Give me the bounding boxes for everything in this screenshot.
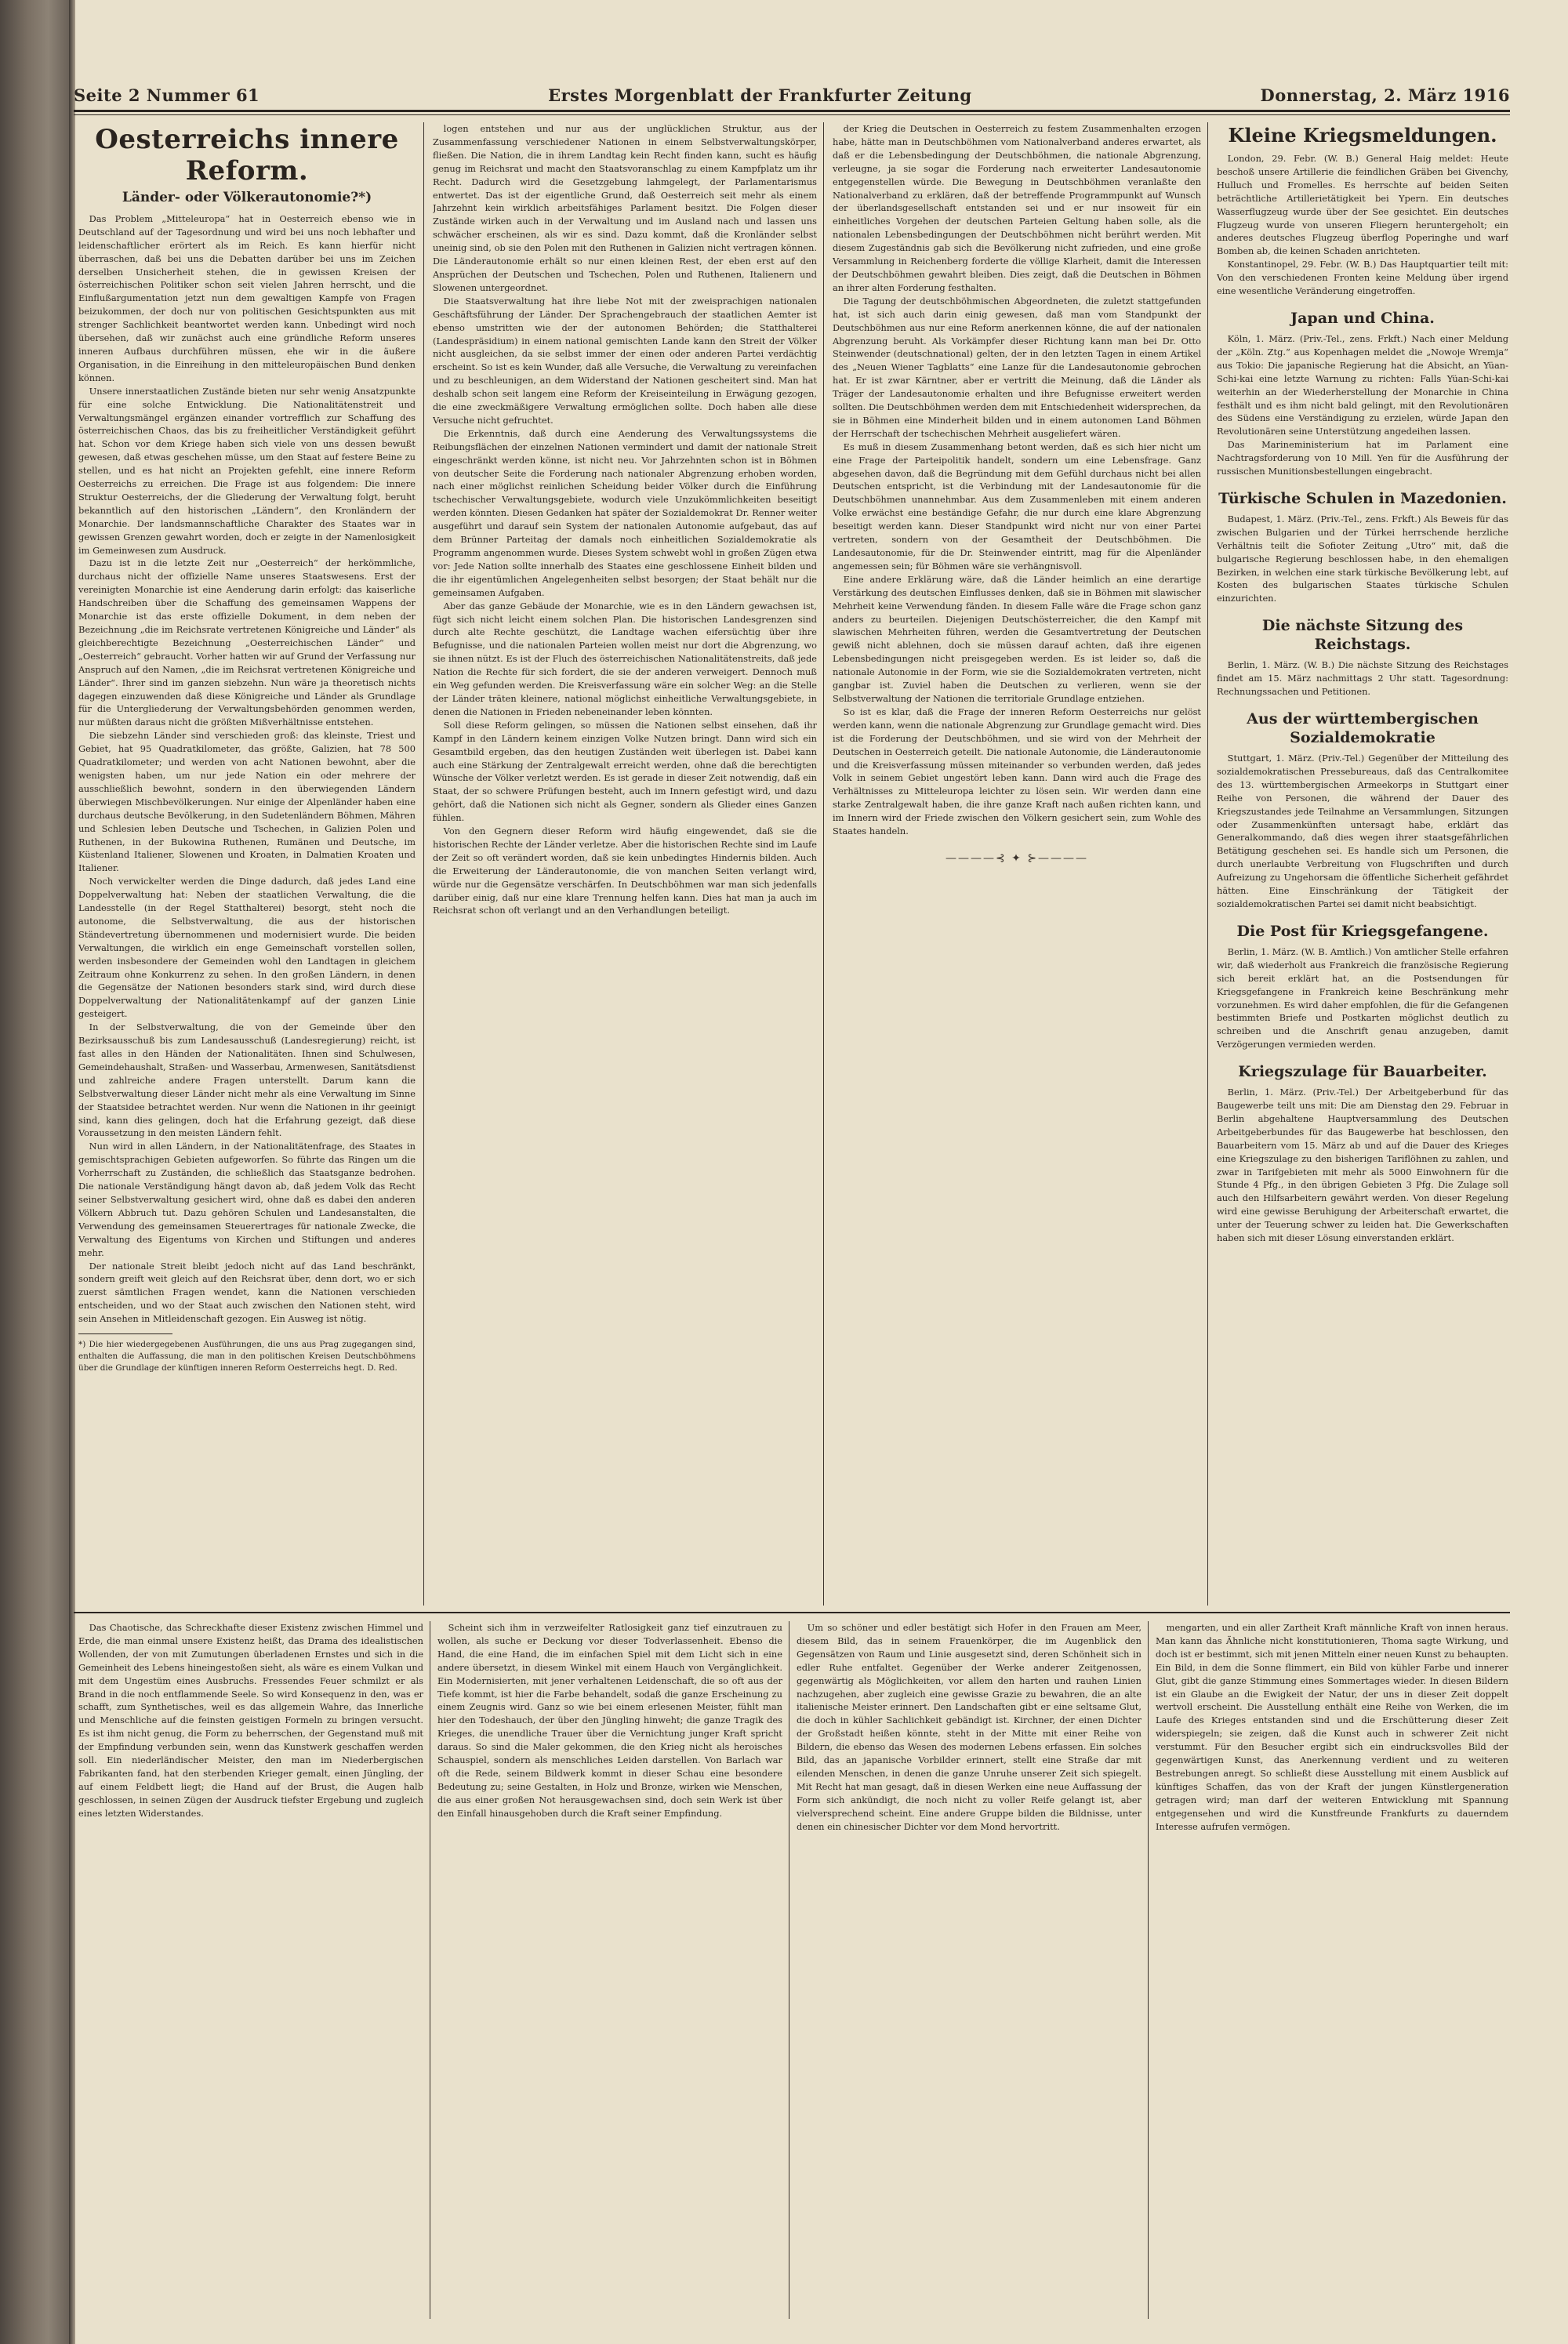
news-item: Berlin, 1. März. (W. B. Amtlich.) Von amtlicher Stelle erfahren wir, daß wiederholt aus Frankreich die französische Regierung sich bereit erklärt hat, an die Postsendungen für Kriegsgefangene in Frankreich keine Beschränkung mehr vorzunehmen. Es wird daher empfohlen, die für die Gefangenen bestimmten Briefe und Postkarten möglichst deutlich zu schreiben und die Anschrift genau anzugeben, damit Verzögerungen vermieden werden. — [1217, 945, 1508, 1050]
news-item: Das Marineministerium hat im Parlament eine Nachtragsforderung von 10 Mill. Yen für die Ausführung der russischen Munitionsbestellungen eingebracht. — [1217, 439, 1508, 477]
column-rule — [823, 122, 824, 1606]
article-paragraph: Soll diese Reform gelingen, so müssen die Nationen selbst einsehen, daß ihr Kampf in den Ländern keinem einzigen Volke Nutzen bringt. Dann wird sich ein Gesamtbild ergeben, das den heutigen Zuständen weit überlegen ist. Dabei kann auch eine Stärkung der Zentralgewalt erreicht werden, ohne daß die berechtigten Wünsche der Völker verletzt werden. Es ist gerade in dieser Zeit notwendig, daß ein Staat, der so schwere Prüfungen besteht, auch im Innern gefestigt wird, und dazu gehört, daß die Nationen sich nicht als Gegner, sondern als Glieder eines Ganzen fühlen. — [433, 719, 817, 824]
end-flourish: ————⊰ ✦ ⊱———— — [945, 851, 1089, 865]
article-paragraph: Eine andere Erklärung wäre, daß die Länder heimlich an eine derartige Verstärkung des deutschen Einflusses denken, daß sie in Böhmen mit slawischer Mehrheit keine Verwendung fänden. In diesem Falle wäre die Frage schon ganz anders zu beurteilen. Diejenigen Deutschösterreicher, die den Kampf mit slawischen Mehrheiten führen, werden die Gesamtvertretung der Deutschen gewiß nicht ablehnen, doch sie müssen darauf achten, daß ihre eigenen Lebensbedingungen nicht preisgegeben werden. Es ist leider so, daß die nationale Autonomie in der Form, wie sie die Sozialdemokraten vertreten, nicht gangbar ist. Zuviel haben die Deutschen zu verlieren, wenn sie der Selbstverwaltung der Nationen die territoriale Grundlage entziehen. — [833, 573, 1201, 704]
feuilleton-text: mengarten, und ein aller Zartheit Kraft männliche Kraft von innen heraus. Man kann das Ähnliche nicht konstitutionieren, Thoma sagte Wirkung, und doch ist er bestimmt, sich mit jenen Mitteln einer neuen Kunst zu behaupten. Ein Bild, in dem die Sonne flimmert, ein Bild von kühler Farbe und innerer Glut, gibt die ganze Stimmung eines Sommertages wieder. In diesen Bildern ist ein Glaube an die Ewigkeit der Natur, der uns in dieser Zeit doppelt wertvoll erscheint. Die Ausstellung enthält eine Reihe von Werken, die im Laufe des Krieges entstanden sind und die Erschütterung dieser Zeit widerspiegeln; sie zeigen, daß die Kunst auch in schwerer Zeit nicht verstummt. Für den Besucher ergibt sich ein eindrucksvolles Bild der gegenwärtigen Kunst, das Anerkennung verdient und zu weiteren Bestrebungen anregt. So schließt diese Ausstellung mit einem Ausblick auf künftiges Schaffen, das von der Kraft der jungen Künstlergeneration getragen wird; man darf der weiteren Entwicklung mit Spannung entgegensehen und wird die Kunstfreunde Frankfurts zu dauerndem Interesse aufrufen vermögen. — [1156, 1622, 1508, 1832]
footnote-mark: *) — [78, 1340, 86, 1350]
feuilleton-rule — [74, 1612, 1510, 1613]
article-paragraph: Die Staatsverwaltung hat ihre liebe Not mit der zweisprachigen nationalen Geschäftsführung der Länder. Der Sprachengebrauch der staatlichen Aemter ist ebenso umstritten wie der der autonomen Behörden; die Statthalterei (Landespräsidium) in einem national gemischten Lande kann den Streit der Völker nicht ausgleichen, da sie selbst immer der einen oder anderen Partei verdächtig erscheint. So ist es kein Wunder, daß alle Versuche, die Verwaltung zu vereinfachen und zu beschleunigen, an dem Widerstand der Nationen gescheitert sind. Man hat deshalb schon seit langem eine Reform der Kreiseinteilung in Erwägung gezogen, die eine zweckmäßigere Verwaltung ermöglichen sollte. Doch haben alle diese Versuche nicht gefruchtet. — [433, 295, 817, 426]
section-heading: Die Post für Kriegsgefangene. — [1236, 922, 1489, 940]
section-heading: Aus der württembergischen Sozialdemokratie — [1247, 710, 1479, 746]
masthead-rule-thin — [74, 114, 1510, 115]
feuilleton-column-3 — [797, 1621, 1142, 2327]
masthead — [74, 78, 1510, 105]
feuilleton-column-4 — [1156, 1621, 1508, 2327]
column-rule — [1207, 122, 1208, 1606]
article-paragraph: logen entstehen und nur aus der unglücklichen Struktur, aus der Zusammenfassung verschiedener Nationen in einem Selbstverwaltungskörper, fließen. Die Nation, die in ihrem Landtag kein Recht finden kann, sucht es häufig genug im Reichsrat und macht den Staatsvoranschlag zu einem Kampfplatz um ihr Recht. Dadurch wird die Gesetzgebung lahmgelegt, der Parlamentarismus entwertet. Das ist der eigentliche Grund, daß Oesterreich seit mehr als einem Jahrzehnt kein wirklich arbeitsfähiges Parlament besitzt. Die Folgen dieser Zustände wirken auch in der Verwaltung und im Ausland nach und lassen uns schwächer erscheinen, als wir es sind. Dazu kommt, daß die Kronländer selbst uneinig sind, ob sie den Polen mit den Ruthenen in Galizien nicht vertragen können. Die Länderautonomie erhält so nur einen kleinen Rest, der eben erst auf den Ansprüchen der Deutschen und Tschechen, Polen und Ruthenen, Italienern und Slowenen untergeordnet. — [433, 123, 817, 293]
article-paragraph: Der nationale Streit bleibt jedoch nicht auf das Land beschränkt, sondern greift weit gleich auf den Reichsrat über, denn dort, wo er sich zuerst sämtlichen Fragen wendet, kann die Nationen verschieden entscheiden, und wo der Staat auch zwischen den Nationen steht, wird sein Ansehen in Mitleidenschaft gezogen. Ein Ausweg ist nötig. — [78, 1260, 416, 1325]
section-heading: Kriegszulage für Bauarbeiter. — [1238, 1063, 1487, 1081]
article-subtitle: Länder- oder Völkerautonomie?*) — [122, 190, 372, 205]
issue-date: Donnerstag, 2. März 1916 — [1260, 85, 1510, 105]
feuilleton-text: Um so schöner und edler bestätigt sich Hofer in den Frauen am Meer, diesem Bild, das in seinem Frauenkörper, die im Augenblick den Gegensätzen von Raum und Linie ausgesetzt sind, deren Schönheit sich in edler Ruhe entfaltet. Gegenüber der Werke anderer Zeitgenossen, gegenwärtig als Möglichkeiten, vor allem den harten und rauhen Linien nachzugehen, aber zugleich eine gewisse Grazie zu bewahren, die an alte italienische Meister erinnert. Den Landschaften gibt er eine seltsame Glut, die doch in kühler Sachlichkeit gebändigt ist. Kirchner, der einen Dichter der Großstadt heißen könnte, steht in der Mitte mit einer Reihe von Bildern, die ebenso das Wesen des modernen Lebens erfassen. Ein solches Bild, das an japanische Vorbilder erinnert, stellt eine Straße dar mit eilenden Menschen, in denen die ganze Unruhe unserer Zeit sich spiegelt. Mit Recht hat man gesagt, daß in diesen Werken eine neue Auffassung der Form sich ankündigt, die noch nicht zu voller Reife gelangt ist, aber vielversprechend scheint. Eine andere Gruppe bilden die Bildnisse, unter denen ein chinesischer Dichter vor dem Mond hervortritt. — [797, 1622, 1142, 1832]
feuilleton-text: Scheint sich ihm in verzweifelter Ratlosigkeit ganz tief einzutrauen zu wollen, als suche er Deckung vor dieser Todverlassenheit. Ebenso die Hand, die eine Hand, die im einfachen Spiel mit dem Licht sich in eine andere übersetzt, in diesem Winkel mit einem Hauch von Vergänglichkeit. Ein Modernisierten, mit jener verhaltenen Leidenschaft, die so oft aus der Tiefe kommt, ist hier die Farbe behandelt, sodaß die ganze Erscheinung zu einem Zeugnis wird. Ganz so wie bei einem erlesenen Meister, fühlt man hier den Todeshauch, der über den Jüngling hinweht; die ganze Tragik des Krieges, die unendliche Trauer über die Vernichtung junger Kraft spricht daraus. So sind die Maler gekommen, die den Krieg nicht als heroisches Schauspiel, sondern als menschliches Leiden darstellen. Von Barlach war oft die Rede, seinem Bildwerk kommt in dieser Schau eine besondere Bedeutung zu; seine Gestalten, in Holz und Bronze, wirken wie Menschen, die aus einer großen Not herausgewachsen sind, doch sein Werk ist über den Einfall hinausgehoben durch die Kraft seiner Empfindung. — [437, 1622, 782, 1819]
article-paragraph: Die siebzehn Länder sind verschieden groß: das kleinste, Triest und Gebiet, hat 95 Quadratkilometer, das größte, Galizien, hat 78 500 Quadratkilometer; und werden von acht Nationen bewohnt, aber die wenigsten haben, um nur jede Nation ein oder mehrere der ausschließlich bewohnt, sondern in den überwiegenden Ländern überwiegen Mischbevölkerungen. Nur einige der Alpenländer haben eine durchaus deutsche Bevölkerung, in den Sudetenländern Böhmen, Mähren und Schlesien leben Deutsche und Tschechen, in Galizien Polen und Ruthenen, in der Bukowina Ruthenen, Rumänen und Deutsche, im Küstenland Italiener, Slowenen und Kroaten, in Dalmatien Kroaten und Italiener. — [78, 730, 416, 874]
article-paragraph: Das Problem „Mitteleuropa“ hat in Oesterreich ebenso wie in Deutschland auf der Tagesordnung und wird bei uns noch lebhafter und leidenschaftlicher erörtert als im Reich. Es kann hierfür nicht überraschen, daß bei uns die Debatten darüber bei uns im Zeichen derselben Unsicherheit stehen, die in gewissen Kreisen der österreichischen Politiker schon seit vielen Jahren herrscht, und die Einflußargumentation jetzt nun dem gewaltigen Kampfe von Fragen beizukommen, der doch nur von politischen Gesichtspunkten aus mit strenger Sachlichkeit beantwortet werden kann. Unbedingt wird noch übersehen, daß wir zunächst auch eine gründliche Reform unseres inneren Aufbaus durchführen müssen, ehe wir in die äußere Organisation, in die Einreihung in den mitteleuropäischen Bund denken können. — [78, 212, 416, 383]
article-paragraph: Von den Gegnern dieser Reform wird häufig eingewendet, daß sie die historischen Rechte der Länder verletze. Aber die historischen Rechte sind im Laufe der Zeit so oft verändert worden, daß sie kein unbedingtes Hindernis bilden. Auch die Erweiterung der Länderautonomie, die von manchen Seiten verlangt wird, würde nur die Gegensätze verschärfen. In Deutschböhmen war man sich jedenfalls darüber einig, daß nur eine klare Trennung helfen kann. Dies hat man ja auch im Reichsrat schon oft verlangt und an den Verhandlungen beteiligt. — [433, 825, 817, 916]
news-item: Köln, 1. März. (Priv.-Tel., zens. Frkft.) Nach einer Meldung der „Köln. Ztg.“ aus Kopenhagen meldet die „Nowoje Wremja“ aus Tokio: Die japanische Regierung hat die Absicht, an Yüan-Schi-kai eine letzte Warnung zu richten: Falls Yüan-Schi-kai weiterhin an der Wiederherstellung der Monarchie in China festhält und es ihm nicht bald gelingt, mit den Revolutionären des Südens eine Verständigung zu erzielen, würde Japan den Revolutionären seine Unterstützung angedeihen lassen. — [1217, 332, 1508, 437]
article-paragraph: Unsere innerstaatlichen Zustände bieten nur sehr wenig Ansatzpunkte für eine solche Entwicklung. Die Nationalitätenstreit und Verwaltungsmängel ergänzen einander vortrefflich zur Schaffung des österreichischen Chaos, das bis zu freiheitlicher Verständigkeit geführt hat. Schon vor dem Kriege haben sich viele von uns dessen bewußt gewesen, daß etwas geschehen müsse, um den Staat auf festere Beine zu stellen, und es hat nicht an Projekten gefehlt, eine innere Reform Oesterreichs zu erreichen. Die Frage ist aus folgendem: Die innere Struktur Oesterreichs, der die Gliederung der Verwaltung folgt, beruht bekanntlich auf den historischen „Ländern“, den Kronländern der Monarchie. Der landsmannschaftliche Charakter des Staates war in gewissen Grenzen gewahrt worden, doch er zeigte in der Namenlosigkeit im Gemeinwesen zum Ausdruck. — [78, 385, 416, 556]
footnote — [78, 1339, 416, 1374]
feuilleton-column-2 — [437, 1621, 782, 2327]
article-paragraph: Aber das ganze Gebäude der Monarchie, wie es in den Ländern gewachsen ist, fügt sich nicht leicht einem solchen Plan. Die historischen Landesgrenzen sind durch alte Rechte geschützt, die Landtage wachen eifersüchtig über ihre Befugnisse, und die nationalen Parteien wollen meist nur dort die Abgrenzung, wo sie ihnen nützt. Es ist der Fluch des österreichischen Nationalitätenstreits, daß jede Nation die Rechte für sich fordert, die sie der anderen verweigert. Dennoch muß ein Weg gefunden werden. Die Kreisverfassung wäre ein solcher Weg: an die Stelle der Länder träten kleinere, national möglichst einheitliche Verwaltungsgebiete, in denen die Nationen in Frieden nebeneinander leben könnten. — [433, 600, 817, 717]
feuilleton-column-1 — [78, 1621, 423, 2327]
page-number: Seite 2 Nummer 61 — [74, 85, 260, 105]
article-paragraph: Nun wird in allen Ländern, in der Nationalitätenfrage, des Staates in gemischtsprachigen Gebieten aufgeworfen. So führte das Ringen um die Vorherrschaft zu Zuständen, die schließlich das Staatsganze bedrohen. Die nationale Verständigung hängt davon ab, daß jedem Volk das Recht seiner Selbstverwaltung gesichert wird, ohne daß es dabei den anderen Völkern Abbruch tut. Dazu gehören Schulen und Landesanstalten, die Verwendung des gemeinsamen Steuerertrages für nationale Zwecke, die Verwaltung des Eigentums von Kirchen und Stiftungen und anderes mehr. — [78, 1141, 416, 1258]
news-item: Stuttgart, 1. März. (Priv.-Tel.) Gegenüber der Mitteilung des sozialdemokratischen Pressebureaus, daß das Centralkomitee des 13. württembergischen Armeekorps in Stuttgart einer Reihe von Personen, die während der Dauer des Kriegszustandes jede Teilnahme an Versammlungen, Sitzungen oder Zusammenkünften untersagt habe, erklärt das Generalkommando, daß dies wegen ihrer staatsgefährlichen Betätigung geschehen sei. Es handle sich um Personen, die durch unerlaubte Verbreitung von Flugschriften und durch Aufreizung zu Ungehorsam die öffentliche Sicherheit gefährdet hätten. Eine Einschränkung der Tätigkeit der sozialdemokratischen Partei sei damit nicht beabsichtigt. — [1217, 753, 1508, 909]
footnote-rule — [78, 1333, 172, 1334]
article-paragraph: Es muß in diesem Zusammenhang betont werden, daß es sich hier nicht um eine Frage der Parteipolitik handelt, sondern um eine Lebensfrage. Ganz abgesehen davon, daß die Begründung mit dem Gefühl durchaus nicht bei allen Deutschen entspricht, ist die Verbindung mit der Landesautonomie für die Deutschböhmen unannehmbar. Aus dem Zusammenleben mit einem anderen Volke erwächst eine beständige Gefahr, die nur durch eine klare Abgrenzung beseitigt werden kann. Dieser Standpunkt wird nicht nur von einer Partei vertreten, sondern von der Gesamtheit der Deutschböhmen. Die Landesautonomie, für die Dr. Steinwender eintritt, mag für die Alpenländer angemessen sein; für Böhmen wäre sie verhängnisvoll. — [833, 441, 1201, 571]
article-paragraph: Die Erkenntnis, daß durch eine Aenderung des Verwaltungssystems die Reibungsflächen der einzelnen Nationen vermindert und damit der nationale Streit eingeschränkt werden könne, ist nicht neu. Vor Jahrzehnten schon ist in Böhmen von deutscher Seite die Forderung nach nationaler Abgrenzung erhoben worden, nach einer möglichst reinlichen Scheidung beider Völker durch die Einführung tschechischer Verwaltungsgebiete, wodurch viele Unzukömmlichkeiten beseitigt werden könnten. Diesen Gedanken hat später der Sozialdemokrat Dr. Renner weiter ausgeführt und darauf sein System der nationalen Autonomie aufgebaut, das auf dem Brünner Parteitag der damals noch einheitlichen Sozialdemokratie als Programm angenommen wurde. Dieses System schwebt wohl in großen Zügen etwa vor: Jede Nation sollte innerhalb des Staates eine geschlossene Einheit bilden und die ihr eigentümlichen Angelegenheiten selbst besorgen; der Staat behält nur die gemeinsamen Aufgaben. — [433, 427, 817, 598]
news-item: Berlin, 1. März. (W. B.) Die nächste Sitzung des Reichstages findet am 15. März nachmittags 2 Uhr statt. Tagesordnung: Rechnungssachen und Petitionen. — [1217, 659, 1508, 698]
article-paragraph: In der Selbstverwaltung, die von der Gemeinde über den Bezirksausschuß bis zum Landesausschuß (Landesregierung) reicht, ist fast alles in den Händen der Nationalitäten. Ihnen sind Schulwesen, Gemeindehaushalt, Straßen- und Wasserbau, Armenwesen, Sanitätsdienst und zahlreiche andere Fragen unterstellt. Darum kann die Selbstverwaltung dieser Länder nicht mehr als eine Verwaltung im Sinne der Staatsidee betrachtet werden. Nur wenn die Nationen in ihr geeinigt sind, kann dies gelingen, doch hat die Erfahrung gezeigt, daß diese Voraussetzung in den meisten Ländern fehlt. — [78, 1021, 416, 1139]
section-heading: Die nächste Sitzung des Reichstags. — [1261, 617, 1464, 654]
section-heading: Japan und China. — [1290, 309, 1435, 327]
article-column-3 — [833, 122, 1201, 1606]
newspaper-name: Erstes Morgenblatt der Frankfurter Zeitung — [548, 85, 972, 105]
main-article-column — [78, 122, 416, 1612]
column-rule — [423, 122, 424, 1606]
news-item: Konstantinopel, 29. Febr. (W. B.) Das Hauptquartier teilt mit: Von den verschiedenen Fronten keine Meldung über irgend eine wesentliche Veränderung eingetroffen. — [1217, 259, 1508, 297]
column-rule — [1148, 1621, 1149, 2319]
news-column — [1217, 122, 1508, 1606]
article-column-2 — [433, 122, 817, 1606]
binding-edge — [69, 0, 75, 2344]
section-heading: Kleine Kriegsmeldungen. — [1228, 124, 1497, 147]
news-item: Berlin, 1. März. (Priv.-Tel.) Der Arbeitgeberbund für das Baugewerbe teilt uns mit: Die am Dienstag den 29. Februar in Berlin abgehaltene Hauptversammlung des Deutschen Arbeitgeberbundes für das Baugewerbe hat beschlossen, den Bauarbeitern vom 15. März ab und auf die Dauer des Krieges eine Kriegszulage zu den bisherigen Tariflöhnen zu zahlen, und zwar in Tarifgebieten mit mehr als 5000 Einwohnern für die Stunde 4 Pfg., in den übrigen Gebieten 3 Pfg. Die Zulage soll auch den Hilfsarbeitern gewährt werden. Von dieser Regelung wird eine gewisse Beruhigung der Arbeiterschaft erwartet, die unter der Teuerung schwer zu leiden hat. Die Gewerkschaften haben sich mit dieser Lösung einverstanden erklärt. — [1217, 1087, 1508, 1244]
footnote-text: Die hier wiedergegebenen Ausführungen, die uns aus Prag zugegangen sind, enthalten die Auffassung, die man in den politischen Kreisen Deutschböhmens über die Grundlage der künftigen inneren Reform Oesterreichs hegt. D. Red. — [78, 1340, 416, 1373]
article-paragraph: Die Tagung der deutschböhmischen Abgeordneten, die zuletzt stattgefunden hat, ist sich auch darin einig gewesen, daß man vom Standpunkt der Deutschböhmen aus nur eine Reform anerkennen könne, die auf der nationalen Abgrenzung beruht. Als Vorkämpfer dieser Richtung kann man bei Dr. Otto Steinwender (deutschnational) gelten, der in den letzten Tagen in einem Artikel des „Neuen Wiener Tagblatts“ eine Lanze für die Landesautonomie gebrochen hat. Er ist zwar Kärntner, aber er vertritt die Meinung, daß die Länder als Träger der Landesautonomie erhalten und ihre Befugnisse erweitert werden sollten. Die Deutschböhmen werden dem mit Entschiedenheit widersprechen, da sie in Böhmen eine Minderheit bilden und in einem autonomen Land Böhmen der Herrschaft der tschechischen Mehrheit ausgeliefert wären. — [833, 295, 1201, 439]
news-item: Budapest, 1. März. (Priv.-Tel., zens. Frkft.) Als Beweis für das zwischen Bulgarien und der Türkei herrschende herzliche Verhältnis teilt die Sofioter Zeitung „Utro“ mit, daß die bulgarische Regierung beschlossen habe, in den ehemaligen Bezirken, in welchen eine stark türkische Bevölkerung lebt, auf Kosten des bulgarischen Staates türkische Schulen einzurichten. — [1217, 513, 1508, 604]
article-paragraph: So ist es klar, daß die Frage der inneren Reform Oesterreichs nur gelöst werden kann, wenn die nationale Abgrenzung zur Grundlage gemacht wird. Dies ist die Forderung der Deutschböhmen, und sie wird von der Mehrheit der Deutschen in Oesterreich geteilt. Die nationale Autonomie, die Länderautonomie und die Kreisverfassung müssen miteinander so verbunden werden, daß jedes Volk in seinem Gebiet ungestört leben kann. Dann wird auch die Frage des Verhältnisses zu Mitteleuropa leichter zu lösen sein. Wir werden dann eine starke Zentralgewalt haben, die ihre ganze Kraft nach außen richten kann, und im Innern wird der Friede zwischen den Völkern gesichert sein, zum Wohle des Staates handeln. — [833, 706, 1201, 837]
article-paragraph: Noch verwickelter werden die Dinge dadurch, daß jedes Land eine Doppelverwaltung hat: Neben der staatlichen Verwaltung, die die Landesstelle (in der Regel Statthalterei) besorgt, steht noch die autonome, die Selbstverwaltung, die aus der historischen Ständevertretung übernommenen und modernisiert wurde. Die beiden Verwaltungen, die wirklich ein enge Gemeinschaft vorstellen sollen, werden insbesondere der Gemeinden wohl den Landtagen in gleichem Zeitraum ohne Konkurrenz zu sehen. In den großen Ländern, in denen die Gegensätze der Nationen besonders stark sind, wird durch diese Doppelverwaltung der Nationalitätenkampf auf der ganzen Linie gesteigert. — [78, 876, 416, 1020]
article-paragraph: Dazu ist in die letzte Zeit nur „Oesterreich“ der herkömmliche, durchaus nicht der offizielle Name unseres Staatswesens. Erst der vereinigten Monarchie ist eine Aenderung darin erfolgt: das kaiserliche Handschreiben über die Schaffung des gemeinsamen Wappens der Monarchie ist das erste offizielle Dokument, in dem neben der Bezeichnung „die im Reichsrate vertretenen Königreiche und Länder“ als gleichberechtigte Bezeichnung „Oesterreichischen Länder“ und „Oesterreich“ gebraucht. Vorher hatten wir auf Grund der Verfassung nur Anspruch auf den Namen, „die im Reichsrat vertretenen Königreiche und Länder“. Ihrer sind im ganzen siebzehn. Nun wäre ja theoretisch nichts dagegen einzuwenden daß diese Königreiche und Länder als Grundlage für die Untergliederung der Verwaltungsbehörden genommen werden, nur müßten daraus nicht die größten Mißverhältnisse entstehen. — [78, 557, 416, 728]
feuilleton-text: Das Chaotische, das Schreckhafte dieser Existenz zwischen Himmel und Erde, die man einmal unsere Existenz heißt, das Drama des idealistischen Wollenden, der von mit Zumutungen überladenen Ernstes und sich in die Gemeinheit des Lebens hineingestoßen sieht, als wäre es einem Vulkan und mit dem Ungestüm eines Ausbruchs. Fressendes Feuer schmilzt er als Brand in die noch entflammende Seele. So wird Konsequenz in den, was er schafft, zum Synthetisches, weil es das allgemein Wahre, das Innerliche und Menschliche auf die feinsten geistigen Formeln zu bringen versucht. Es ist ihm nicht genug, die Form zu beherrschen, der Gegenstand muß mit der Empfindung verbunden sein, wenn das Kunstwerk geschaffen werden soll. Ein niederländischer Meister, den man im Niederbergischen Fabrikanten fand, hat den sterbenden Krieger gemalt, einen Jüngling, der auf einem Feldbett liegt; die Hand auf der Brust, die Augen halb geschlossen, in seinen Zügen der Ausdruck tiefster Ergebung und zugleich eines letzten Widerstandes. — [78, 1622, 423, 1819]
article-paragraph: der Krieg die Deutschen in Oesterreich zu festem Zusammenhalten erzogen habe, hätte man in Deutschböhmen vom Nationalverband anderes erwartet, als daß er die Lebensbedingung der Deutschböhmen, die nationale Abgrenzung, verleugne, ja sie sogar die Forderung nach erweiterter Landesautonomie entgegenstellen würde. Die Bewegung in Deutschböhmen veranlaßte den Nationalverband zu erklären, daß der betreffende Programmpunkt auf Wunsch der überlandsgesellschaft entstanden sei und er nur insoweit für ein einheitliches Vorgehen der deutschen Parteien Geltung haben solle, als die nationalen Lebensbedingungen der Deutschböhmen nicht berührt werden. Mit diesem Zugeständnis gab sich die Bevölkerung nicht zufrieden, und eine große Versammlung in Reichenberg forderte die völlige Klarheit, damit die Interessen der Deutschböhmen gewahrt bleiben. Dies zeigt, daß die Deutschen in Böhmen an ihrer alten Forderung festhalten. — [833, 123, 1201, 293]
news-item: London, 29. Febr. (W. B.) General Haig meldet: Heute beschoß unsere Artillerie die feindlichen Gräben bei Givenchy, Hulluch und Fromelles. Es herrschte auf beiden Seiten beträchtliche Artillerietätigkeit bei Ypern. Ein deutsches Wasserflugzeug wurde über der See gesichtet. Ein deutsches Flugzeug wurde von unseren Fliegern heruntergeholt; ein anderes deutsches Flugzeug überflog Poperinghe und warf Bomben ab, die keinen Schaden anrichteten. — [1217, 153, 1508, 257]
binding-spine — [0, 0, 69, 2344]
article-headline: Oesterreichs innere Reform. — [95, 124, 399, 187]
masthead-rule — [74, 110, 1510, 112]
section-heading: Türkische Schulen in Mazedonien. — [1218, 489, 1507, 507]
